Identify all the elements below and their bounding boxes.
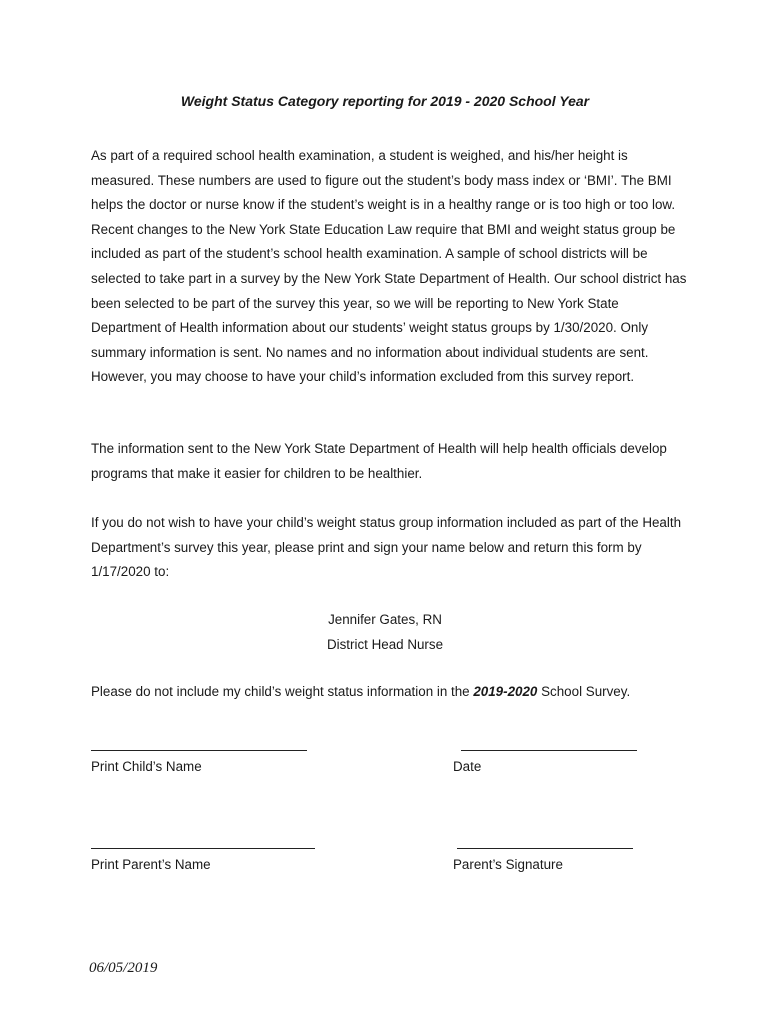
footer-date: 06/05/2019 bbox=[89, 960, 158, 976]
parent-signature-label: Parent’s Signature bbox=[453, 857, 563, 872]
parent-signature-line[interactable] bbox=[457, 848, 633, 849]
date-label: Date bbox=[453, 759, 482, 774]
exclusion-year: 2019-2020 bbox=[473, 684, 538, 699]
document-title: Weight Status Category reporting for 2019 - 2020 School Year bbox=[180, 93, 590, 109]
exclusion-suffix: School Survey. bbox=[537, 684, 631, 699]
child-name-line[interactable] bbox=[91, 750, 307, 751]
parent-name-label: Print Parent’s Name bbox=[91, 857, 211, 872]
opt-out-instructions-paragraph: If you do not wish to have your child’s weight status group information included as part of the Health Department’s survey this year, please print and sign your name below and return this form by 1/17/2020 to: bbox=[91, 515, 682, 580]
exclusion-prefix: Please do not include my child’s weight status information in the bbox=[91, 684, 474, 699]
exclusion-statement bbox=[91, 684, 630, 699]
purpose-paragraph: The information sent to the New York State Department of Health will help health officials develop programs that make it easier for children to be healthier. bbox=[91, 441, 667, 481]
intro-paragraph: As part of a required school health examination, a student is weighed, and his/her height is measured. These numbers are used to figure out the student’s body mass index or ‘BMI’. The BMI helps the doctor or nurse know if the student’s weight is in a healthy range or is too high or too low. Recent changes to the New York State Education Law require that BMI and weight status group be included as part of the student’s school health examination. A sample of school districts will be selected to take part in a survey by the New York State Department of Health. Our school district has been selected to be part of the survey this year, so we will be reporting to New York State Department of Health information about our students’ weight status groups by 1/30/2020. Only summary information is sent. No names and no information about individual students are sent. However, you may choose to have your child’s information excluded from this survey report. bbox=[91, 148, 687, 385]
parent-name-line[interactable] bbox=[91, 848, 315, 849]
contact-name: Jennifer Gates, RN bbox=[328, 612, 442, 627]
contact-title: District Head Nurse bbox=[326, 637, 444, 652]
date-line[interactable] bbox=[461, 750, 637, 751]
child-name-label: Print Child’s Name bbox=[91, 759, 202, 774]
